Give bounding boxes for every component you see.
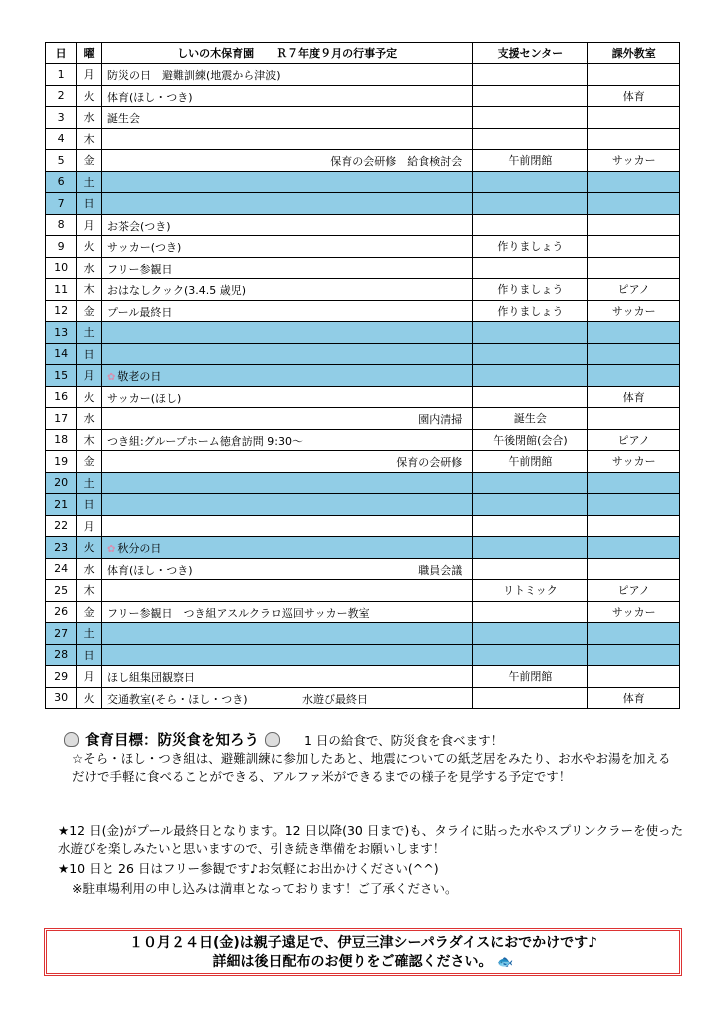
table-row	[46, 343, 680, 365]
event-label: お茶会(つき)	[106, 219, 171, 233]
day-cell: 25	[46, 580, 77, 602]
fish-icon: 🐟	[497, 955, 514, 970]
event-right-text: 園内清掃	[418, 413, 463, 426]
support-center-cell	[473, 494, 588, 516]
table-row	[46, 601, 680, 623]
table-row	[46, 408, 680, 430]
event-cell	[101, 322, 472, 344]
extra-class-cell	[588, 343, 680, 365]
day-cell: 19	[46, 451, 77, 473]
event-cell	[101, 150, 472, 172]
event-left-text	[107, 433, 303, 449]
event-label: 防災の日 避難訓練(地震から津波)	[106, 69, 281, 82]
day-cell: 24	[46, 558, 77, 580]
event-left-text	[107, 261, 173, 277]
weekday-cell: 土	[77, 623, 102, 645]
event-cell	[101, 687, 472, 709]
table-row	[46, 429, 680, 451]
table-row	[46, 558, 680, 580]
event-left-text	[107, 390, 181, 406]
extra-class-cell: サッカー	[588, 451, 680, 473]
event-cell	[101, 644, 472, 666]
event-cell	[101, 343, 472, 365]
table-row	[46, 85, 680, 107]
note-open-house: ★10 日と 26 日はフリー参観です♪お気軽にお出かけください(^^)	[58, 861, 439, 876]
event-label: 交通教室(そら・ほし・つき)	[106, 692, 248, 706]
table-row	[46, 580, 680, 602]
support-center-cell	[473, 107, 588, 129]
event-left-text	[107, 67, 281, 83]
food-goal-description: ☆そら・ほし・つき組は、避難訓練に参加したあと、地震についての紙芝居をみたり、お水やお湯を加えるだけで手軽に食べることができる、アルファ米ができるまでの様子を見学する予定です！	[72, 751, 671, 784]
weekday-cell: 日	[77, 193, 102, 215]
day-cell: 13	[46, 322, 77, 344]
extra-class-cell	[588, 214, 680, 236]
day-cell: 9	[46, 236, 77, 258]
rice-ball-icon	[265, 732, 280, 747]
event-left-text	[107, 218, 171, 234]
day-cell: 8	[46, 214, 77, 236]
event-left-text	[107, 239, 181, 255]
table-row	[46, 472, 680, 494]
day-cell: 12	[46, 300, 77, 322]
event-cell	[101, 515, 472, 537]
event-left-text	[107, 368, 161, 384]
day-cell: 20	[46, 472, 77, 494]
weekday-cell: 火	[77, 85, 102, 107]
table-row	[46, 365, 680, 387]
day-cell: 14	[46, 343, 77, 365]
weekday-cell: 金	[77, 451, 102, 473]
extra-class-cell	[588, 64, 680, 86]
weekday-cell: 日	[77, 644, 102, 666]
table-row	[46, 537, 680, 559]
event-cell	[101, 85, 472, 107]
support-center-cell	[473, 171, 588, 193]
event-right-text: 保育の会研修 給食検討会	[330, 155, 463, 168]
extra-class-cell	[588, 257, 680, 279]
day-cell: 1	[46, 64, 77, 86]
event-middle-text: 水遊び最終日	[301, 692, 368, 706]
day-cell: 29	[46, 666, 77, 688]
note-parking: ※駐車場利用の申し込みは満車となっております！ご了承ください。	[72, 881, 458, 896]
day-cell: 7	[46, 193, 77, 215]
weekday-cell: 日	[77, 494, 102, 516]
banner-line-2: 詳細は後日配布のお便りをご確認ください。	[212, 954, 493, 970]
support-center-cell: 作りましょう	[473, 236, 588, 258]
support-center-cell	[473, 365, 588, 387]
event-cell	[101, 236, 472, 258]
event-cell	[101, 537, 472, 559]
extra-class-cell	[588, 408, 680, 430]
food-goal-section	[62, 732, 682, 786]
support-center-cell	[473, 558, 588, 580]
weekday-cell: 火	[77, 537, 102, 559]
weekday-cell: 木	[77, 580, 102, 602]
table-row	[46, 322, 680, 344]
banner-line-1: １０月２４日(金)は親子遠足で、伊豆三津シーパラダイスにおでかけです♪	[128, 935, 598, 951]
support-center-cell	[473, 537, 588, 559]
extra-class-cell	[588, 322, 680, 344]
food-goal-lead: 1 日の給食で、防災食を食べます！	[303, 733, 504, 748]
weekday-cell: 月	[77, 214, 102, 236]
event-label: フリー参観日 つき組アスルクラロ巡回サッカー教室	[106, 606, 370, 620]
extra-class-cell	[588, 558, 680, 580]
event-cell	[101, 558, 472, 580]
table-row	[46, 644, 680, 666]
table-header-row	[46, 43, 680, 64]
event-label: 敬老の日	[117, 370, 162, 383]
support-center-cell	[473, 64, 588, 86]
support-center-cell	[473, 472, 588, 494]
support-center-cell: 午後閉館(会合)	[473, 429, 588, 451]
table-row	[46, 279, 680, 301]
table-row	[46, 236, 680, 258]
extra-class-cell: サッカー	[588, 601, 680, 623]
header-support-center: 支援センター	[473, 43, 588, 64]
extra-class-cell	[588, 128, 680, 150]
event-label: サッカー(つき)	[106, 241, 182, 254]
event-right-text: 保育の会研修	[396, 456, 463, 469]
event-label: 体育(ほし・つき)	[106, 563, 193, 577]
support-center-cell: 午前閉館	[473, 150, 588, 172]
weekday-cell: 月	[77, 64, 102, 86]
extra-class-cell: ピアノ	[588, 429, 680, 451]
extra-class-cell	[588, 107, 680, 129]
event-left-text	[107, 110, 140, 126]
weekday-cell: 日	[77, 343, 102, 365]
event-cell	[101, 386, 472, 408]
table-row	[46, 494, 680, 516]
table-row	[46, 515, 680, 537]
extra-class-cell: 体育	[588, 85, 680, 107]
event-cell	[101, 580, 472, 602]
event-left-text	[107, 304, 172, 320]
day-cell: 23	[46, 537, 77, 559]
table-row	[46, 386, 680, 408]
event-cell	[101, 107, 472, 129]
event-label: サッカー(ほし)	[106, 391, 182, 405]
event-label: フリー参観日	[106, 262, 173, 276]
event-label: プール最終日	[106, 305, 173, 319]
weekday-cell: 土	[77, 322, 102, 344]
event-cell	[101, 429, 472, 451]
extra-class-cell	[588, 644, 680, 666]
day-cell: 17	[46, 408, 77, 430]
event-cell	[101, 494, 472, 516]
day-cell: 3	[46, 107, 77, 129]
support-center-cell	[473, 644, 588, 666]
weekday-cell: 金	[77, 300, 102, 322]
extra-class-cell	[588, 171, 680, 193]
weekday-cell: 水	[77, 408, 102, 430]
event-left-text	[107, 282, 246, 298]
weekday-cell: 火	[77, 236, 102, 258]
day-cell: 26	[46, 601, 77, 623]
event-left-text	[107, 540, 161, 556]
schedule-table	[45, 42, 680, 709]
day-cell: 11	[46, 279, 77, 301]
flower-icon: ✿	[106, 544, 116, 555]
event-right-text: 職員会議	[418, 563, 463, 577]
support-center-cell	[473, 85, 588, 107]
event-cell	[101, 408, 472, 430]
header-extra-class: 課外教室	[588, 43, 680, 64]
event-left-text	[107, 562, 193, 578]
extra-class-cell: サッカー	[588, 300, 680, 322]
food-goal-title: 食育目標：防災食を知ろう	[84, 733, 259, 749]
extra-class-cell	[588, 623, 680, 645]
weekday-cell: 木	[77, 128, 102, 150]
support-center-cell: 誕生会	[473, 408, 588, 430]
event-cell	[101, 365, 472, 387]
excursion-banner	[44, 928, 682, 976]
extra-class-cell	[588, 666, 680, 688]
day-cell: 22	[46, 515, 77, 537]
weekday-cell: 水	[77, 558, 102, 580]
extra-class-cell	[588, 193, 680, 215]
day-cell: 28	[46, 644, 77, 666]
table-row	[46, 193, 680, 215]
extra-class-cell: 体育	[588, 687, 680, 709]
event-left-text	[107, 89, 193, 105]
support-center-cell: 作りましょう	[473, 300, 588, 322]
event-cell	[101, 257, 472, 279]
event-cell	[101, 128, 472, 150]
event-label: ほし組集団観察日	[106, 671, 195, 684]
weekday-cell: 水	[77, 107, 102, 129]
table-row	[46, 171, 680, 193]
header-title: しいの木保育園 Ｒ７年度９月の行事予定	[101, 43, 472, 64]
weekday-cell: 木	[77, 279, 102, 301]
support-center-cell	[473, 214, 588, 236]
support-center-cell	[473, 623, 588, 645]
day-cell: 27	[46, 623, 77, 645]
extra-class-cell: サッカー	[588, 150, 680, 172]
table-row	[46, 623, 680, 645]
table-row	[46, 107, 680, 129]
event-cell	[101, 623, 472, 645]
extra-class-cell	[588, 365, 680, 387]
event-label: 秋分の日	[117, 542, 162, 555]
table-row	[46, 257, 680, 279]
table-row	[46, 666, 680, 688]
event-cell	[101, 300, 472, 322]
table-row	[46, 300, 680, 322]
weekday-cell: 火	[77, 386, 102, 408]
support-center-cell	[473, 257, 588, 279]
day-cell: 21	[46, 494, 77, 516]
event-cell	[101, 171, 472, 193]
table-row	[46, 214, 680, 236]
event-label: 誕生会	[106, 112, 140, 125]
weekday-cell: 火	[77, 687, 102, 709]
flower-icon: ✿	[106, 372, 116, 383]
weekday-cell: 土	[77, 171, 102, 193]
weekday-cell: 水	[77, 257, 102, 279]
weekday-cell: 土	[77, 472, 102, 494]
event-cell	[101, 279, 472, 301]
event-cell	[101, 666, 472, 688]
weekday-cell: 木	[77, 429, 102, 451]
event-label: 体育(ほし・つき)	[106, 90, 193, 104]
extra-class-cell: 体育	[588, 386, 680, 408]
note-pool: ★12 日(金)がプール最終日となります。12 日以降(30 日まで)も、タライに貼った水やスプリンクラーを使った水遊びを楽しみたいと思いますので、引き続き準備をお願いします！	[58, 823, 684, 856]
support-center-cell: 午前閉館	[473, 451, 588, 473]
weekday-cell: 月	[77, 365, 102, 387]
weekday-cell: 月	[77, 666, 102, 688]
notes-section	[58, 822, 688, 898]
table-row	[46, 451, 680, 473]
support-center-cell: リトミック	[473, 580, 588, 602]
support-center-cell	[473, 322, 588, 344]
extra-class-cell: ピアノ	[588, 279, 680, 301]
weekday-cell: 月	[77, 515, 102, 537]
extra-class-cell	[588, 472, 680, 494]
day-cell: 16	[46, 386, 77, 408]
event-cell	[101, 601, 472, 623]
support-center-cell	[473, 687, 588, 709]
support-center-cell	[473, 128, 588, 150]
event-cell	[101, 64, 472, 86]
support-center-cell	[473, 601, 588, 623]
weekday-cell: 金	[77, 150, 102, 172]
event-cell	[101, 214, 472, 236]
extra-class-cell	[588, 236, 680, 258]
day-cell: 18	[46, 429, 77, 451]
extra-class-cell	[588, 515, 680, 537]
table-row	[46, 687, 680, 709]
support-center-cell: 午前閉館	[473, 666, 588, 688]
event-label: つき組:グループホーム徳倉訪問 9:30～	[106, 434, 303, 448]
support-center-cell	[473, 343, 588, 365]
header-dow: 曜	[77, 43, 102, 64]
day-cell: 5	[46, 150, 77, 172]
support-center-cell	[473, 386, 588, 408]
header-day: 日	[46, 43, 77, 64]
extra-class-cell: ピアノ	[588, 580, 680, 602]
day-cell: 30	[46, 687, 77, 709]
extra-class-cell	[588, 537, 680, 559]
day-cell: 6	[46, 171, 77, 193]
event-left-text	[107, 605, 370, 621]
rice-ball-icon	[64, 732, 79, 747]
day-cell: 15	[46, 365, 77, 387]
weekday-cell: 金	[77, 601, 102, 623]
event-cell	[101, 451, 472, 473]
support-center-cell	[473, 193, 588, 215]
event-label: おはなしクック(3.4.5 歳児)	[106, 284, 247, 297]
extra-class-cell	[588, 494, 680, 516]
support-center-cell	[473, 515, 588, 537]
event-left-text	[107, 669, 195, 685]
support-center-cell: 作りましょう	[473, 279, 588, 301]
day-cell: 4	[46, 128, 77, 150]
day-cell: 10	[46, 257, 77, 279]
table-row	[46, 150, 680, 172]
day-cell: 2	[46, 85, 77, 107]
event-cell	[101, 472, 472, 494]
table-row	[46, 64, 680, 86]
event-cell	[101, 193, 472, 215]
event-left-text	[107, 691, 248, 707]
table-row	[46, 128, 680, 150]
